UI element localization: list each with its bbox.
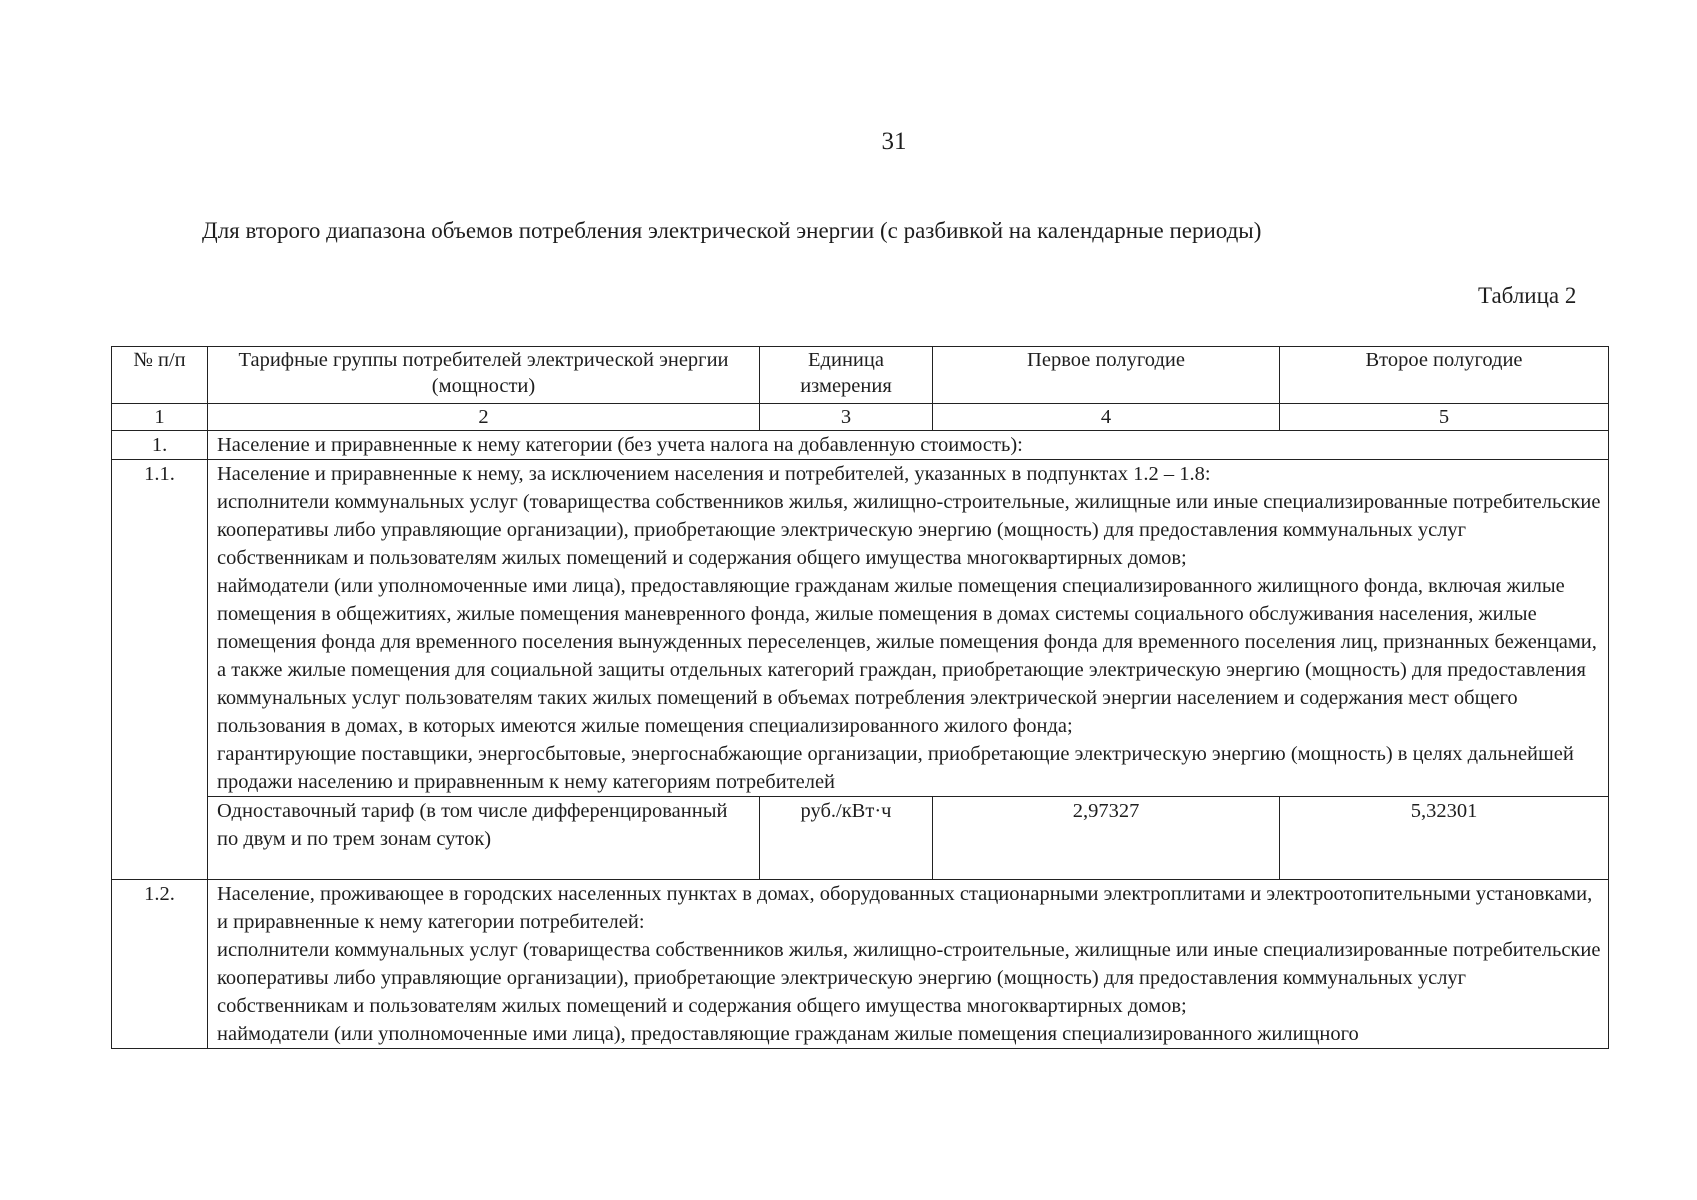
paragraph: исполнители коммунальных услуг (товарищества собственников жилья, жилищно-строительные, жилищные или иные специализированные потребительские кооперативы либо управляющие организации), приобретающие электрическую энергию (мощность) для предоставления коммунальных услуг собственникам и пользователям жилых помещений и содержания общего имущества многоквартирных домов; (217, 491, 1601, 569)
row-number: 1.1. (112, 460, 208, 880)
tariff-name: Одноставочный тариф (в том числе дифференцированный по двум и по трем зонам суток) (208, 797, 760, 880)
header-num: № п/п (112, 347, 208, 404)
row-description: Население и приравненные к нему категории (без учета налога на добавленную стоимость): (208, 431, 1609, 460)
row-number: 1. (112, 431, 208, 460)
page-number: 31 (881, 128, 907, 155)
column-numbers-row (112, 404, 1609, 431)
paragraph: гарантирующие поставщики, энергосбытовые, энергоснабжающие организации, приобретающие электрическую энергию (мощность) в целях дальнейшей продажи населению и приравненным к нему категориям потребителей (217, 743, 1574, 793)
row-description (208, 880, 1609, 1049)
tariff-second-half-value: 5,32301 (1280, 797, 1609, 880)
header-unit: Единица измерения (760, 347, 933, 404)
table-caption: Таблица 2 (1478, 283, 1577, 308)
tariff-first-half-value: 2,97327 (933, 797, 1280, 880)
tariff-row (112, 797, 1609, 880)
table-row (112, 880, 1609, 1049)
header-first-half: Первое полугодие (933, 347, 1280, 404)
column-number: 2 (208, 404, 760, 431)
paragraph: Население и приравненные к нему, за исключением населения и потребителей, указанных в подпунктах 1.2 – 1.8: (217, 463, 1211, 485)
row-number: 1.2. (112, 880, 208, 1049)
table-header-row (112, 347, 1609, 404)
paragraph: Население, проживающее в городских населенных пунктах в домах, оборудованных стационарными электроплитами и электроотопительными установками, и приравненные к нему категории потребителей: (217, 883, 1593, 933)
column-number: 1 (112, 404, 208, 431)
header-second-half: Второе полугодие (1280, 347, 1609, 404)
row-description (208, 460, 1609, 797)
paragraph: наймодатели (или уполномоченные ими лица), предоставляющие гражданам жилые помещения специализированного жилищного (217, 1023, 1359, 1045)
table-row (112, 460, 1609, 797)
column-number: 5 (1280, 404, 1609, 431)
paragraph: исполнители коммунальных услуг (товарищества собственников жилья, жилищно-строительные, жилищные или иные специализированные потребительские кооперативы либо управляющие организации), приобретающие электрическую энергию (мощность) для предоставления коммунальных услуг собственникам и пользователям жилых помещений и содержания общего имущества многоквартирных домов; (217, 939, 1601, 1017)
header-group: Тарифные группы потребителей электрической энергии (мощности) (208, 347, 760, 404)
column-number: 3 (760, 404, 933, 431)
paragraph: наймодатели (или уполномоченные ими лица), предоставляющие гражданам жилые помещения специализированного жилищного фонда, включая жилые помещения в общежитиях, жилые помещения маневренного фонда, жилые помещения в домах системы социального обслуживания населения, жилые помещения фонда для временного поселения вынужденных переселенцев, жилые помещения фонда для временного поселения лиц, признанных беженцами, а также жилые помещения для социальной защиты отдельных категорий граждан, приобретающие электрическую энергию (мощность) для предоставления коммунальных услуг пользователям таких жилых помещений в объемах потребления электрической энергии населением и содержания мест общего пользования в домах, в которых имеются жилые помещения специализированного жилого фонда; (217, 575, 1597, 737)
tariff-table (111, 346, 1609, 1049)
document-title: Для второго диапазона объемов потребления электрической энергии (с разбивкой на календарные периоды) (202, 218, 1262, 243)
tariff-unit: руб./кВт·ч (760, 797, 933, 880)
column-number: 4 (933, 404, 1280, 431)
table-row (112, 431, 1609, 460)
